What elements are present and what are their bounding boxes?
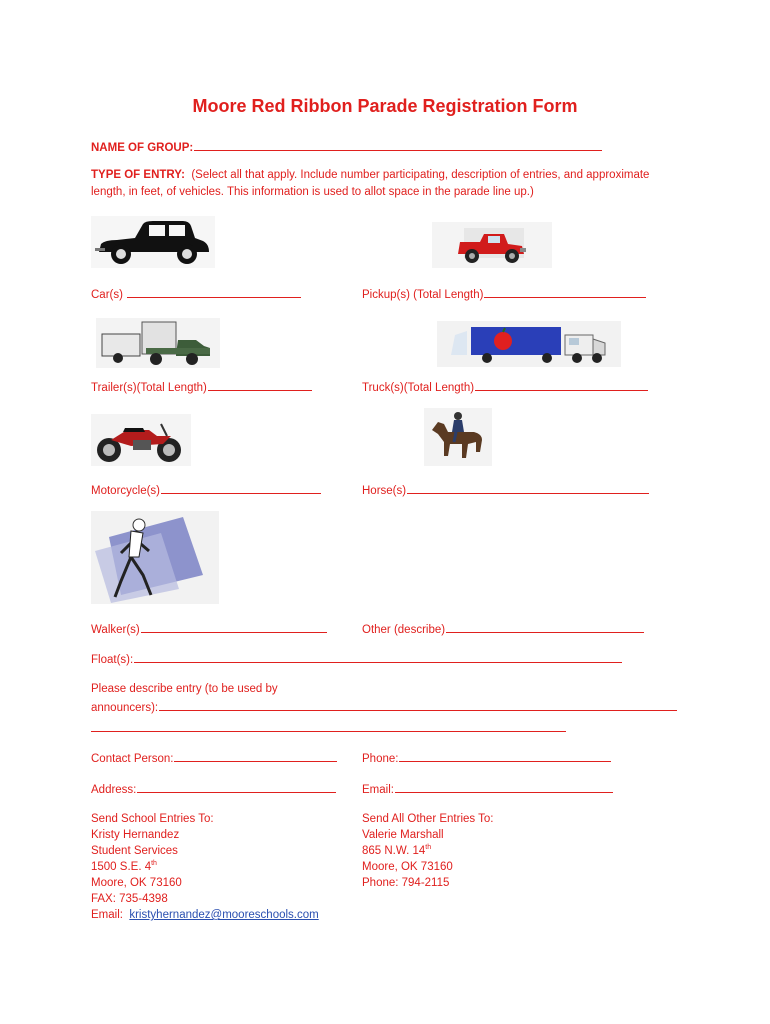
other-label: Other (describe) — [362, 624, 446, 636]
cars-label: Car(s) — [91, 289, 123, 301]
name-of-group-field[interactable] — [194, 138, 602, 151]
walkers-field[interactable] — [141, 620, 327, 633]
motorcycles-label: Motorcycle(s) — [91, 485, 161, 497]
page-title: Moore Red Ribbon Parade Registration Form — [192, 96, 578, 116]
school-email-row — [91, 907, 319, 923]
school-email-label: Email: — [91, 909, 123, 921]
other-entries-heading: Send All Other Entries To: — [362, 813, 494, 825]
address-label: Address: — [91, 784, 137, 796]
trailer-icon — [96, 318, 220, 368]
school-street — [91, 859, 157, 875]
type-of-entry-instructions: (Select all that apply. Include number participating, description of entries, and approximate — [191, 169, 650, 181]
other-field[interactable] — [446, 620, 644, 633]
trailers-field[interactable] — [208, 378, 312, 391]
describe-row — [91, 698, 677, 716]
email-label: Email: — [362, 784, 394, 796]
floats-row — [91, 650, 622, 668]
contact-person-row — [91, 749, 337, 767]
contact-person-field[interactable] — [174, 749, 337, 762]
motorcycles-row — [91, 481, 321, 499]
type-of-entry-label: TYPE OF ENTRY: — [91, 169, 185, 181]
address-row — [91, 780, 336, 798]
contact-person-label: Contact Person: — [91, 753, 174, 765]
walkers-label: Walker(s) — [91, 624, 140, 636]
describe-label-line1: Please describe entry (to be used by — [91, 683, 278, 695]
trucks-row — [362, 378, 648, 396]
walkers-row — [91, 620, 327, 638]
other-city: Moore, OK 73160 — [362, 861, 453, 873]
school-street-text: 1500 S.E. 4 — [91, 861, 152, 873]
semi-truck-icon — [437, 321, 621, 367]
phone-field[interactable] — [399, 749, 611, 762]
type-of-entry-line2: length, in feet, of vehicles. This information is used to allot space in the parade line up.) — [91, 186, 534, 198]
school-email-link[interactable]: kristyhernandez@mooreschools.com — [129, 909, 319, 921]
pickups-field[interactable] — [484, 285, 646, 298]
cars-field[interactable] — [127, 285, 301, 298]
horses-field[interactable] — [407, 481, 649, 494]
trailers-label: Trailer(s)(Total Length) — [91, 382, 207, 394]
school-city: Moore, OK 73160 — [91, 877, 182, 889]
describe-field-line2[interactable] — [91, 731, 566, 732]
car-icon — [91, 216, 215, 268]
name-of-group-row — [91, 138, 602, 156]
other-phone: Phone: 794-2115 — [362, 877, 450, 889]
horses-row — [362, 481, 649, 499]
email-field[interactable] — [395, 780, 613, 793]
trailers-row — [91, 378, 312, 396]
pickups-label: Pickup(s) (Total Length) — [362, 289, 484, 301]
horse-rider-icon — [424, 408, 492, 466]
school-fax: FAX: 735-4398 — [91, 893, 168, 905]
motorcycle-icon — [91, 414, 191, 466]
name-of-group-label: NAME OF GROUP: — [91, 142, 194, 154]
describe-field-line1[interactable] — [159, 698, 677, 711]
phone-label: Phone: — [362, 753, 399, 765]
floats-field[interactable] — [134, 650, 622, 663]
other-contact-name: Valerie Marshall — [362, 829, 444, 841]
email-row — [362, 780, 613, 798]
address-field[interactable] — [137, 780, 336, 793]
other-row — [362, 620, 644, 638]
school-contact-name: Kristy Hernandez — [91, 829, 180, 841]
school-heading: Send School Entries To: — [91, 813, 214, 825]
other-street — [362, 843, 431, 859]
trucks-field[interactable] — [475, 378, 648, 391]
pickup-truck-icon — [432, 222, 552, 268]
cars-row — [91, 285, 301, 303]
school-street-sup: th — [151, 860, 157, 868]
phone-row — [362, 749, 611, 767]
other-street-text: 865 N.W. 14 — [362, 845, 426, 857]
pickups-row — [362, 285, 646, 303]
motorcycles-field[interactable] — [161, 481, 321, 494]
walker-icon — [91, 511, 219, 604]
describe-label-line2: announcers): — [91, 702, 159, 714]
school-dept: Student Services — [91, 845, 178, 857]
trucks-label: Truck(s)(Total Length) — [362, 382, 475, 394]
floats-label: Float(s): — [91, 654, 134, 666]
other-street-sup: th — [425, 844, 432, 852]
horses-label: Horse(s) — [362, 485, 407, 497]
type-of-entry-line1 — [91, 167, 649, 183]
